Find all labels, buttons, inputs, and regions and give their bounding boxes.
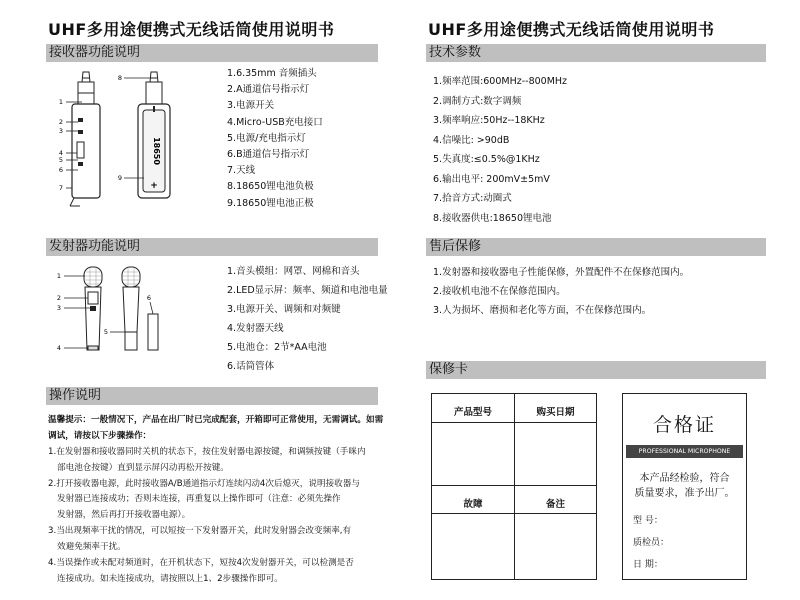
callout-2: 2 [56,294,62,302]
operation-line: 发射器，然后再打开接收器电源）。 [57,510,191,521]
spec-item: 2.调制方式:数字调频 [433,95,522,107]
operation-line: 发射器已连接成功；否则未连接，再重复以上操作即可（注意：必须先操作 [57,494,341,505]
warranty-item: 3.人为损坏、磨损和老化等方面，不在保修范围内。 [433,305,652,316]
callout-5: 5 [58,156,64,164]
spec-item: 1.频率范围:600MHz--800MHz [433,76,568,87]
remarks-label: 备注 [545,499,565,510]
callout-8: 8 [117,74,123,82]
receiver-item: 3.电源开关 [227,100,275,112]
callout-4: 4 [58,149,64,157]
quality-certificate [622,393,747,580]
transmitter-item: 4.发射器天线 [227,323,284,334]
warranty-card-table [431,393,597,580]
warranty-item: 2.接收机电池不在保修范围内。 [433,286,566,297]
callout-2: 2 [58,118,64,126]
receiver-item: 1.6.35mm 音频插头 [227,68,317,79]
operation-instructions [48,413,383,588]
certificate-title: 合格证 [652,414,716,436]
product-model-label: 产品型号 [453,407,492,418]
transmitter-item: 6.话筒管体 [227,361,275,372]
operation-line: 调试，请按以下步骤操作： [48,430,152,441]
operation-section-heading: 操作说明 [46,387,378,405]
spec-item: 4.信噪比: >90dB [433,134,510,146]
receiver-section-heading: 接收器功能说明 [46,44,378,62]
microphone-back-view [122,267,140,350]
operation-line: 部电池仓按键）直到显示屏闪动再松开按键。 [57,462,229,473]
operation-line: 温馨提示：一般情况下，产品在出厂时已完成配套，开箱即可正常使用，无需调试。如需 [48,415,384,425]
spec-item: 6.输出电平: 200mV±5mV [433,173,550,185]
receiver-front-view [70,72,100,206]
receiver-item: 6.B通道信号指示灯 [227,148,310,160]
transmitter-item: 3.电源开关、调频和对频键 [227,304,341,315]
operation-line: 4.当误操作或未配对频道时，在开机状态下，短按4次发射器开关，可以检测是否 [48,558,354,569]
certificate-fields [633,510,669,576]
purchase-date-label: 购买日期 [536,407,575,418]
battery-plus-sign: + [150,181,158,191]
warranty-section-heading: 售后保修 [426,238,766,256]
transmitter-item: 2.LED显示屏：频率、频道和电池电量 [227,285,388,296]
transmitter-diagram [50,262,180,362]
certificate-line: 质量要求，准予出厂。 [634,488,735,499]
transmitter-item: 1.音头模组：网罩、网棉和音头 [227,266,360,277]
certificate-statement [623,471,746,501]
battery-label: 18650 [152,137,161,165]
operation-line: 效避免频率干扰。 [57,542,126,553]
operation-line: 3.当出现频率干扰的情况，可以短按一下发射器开关，此时发射器会改变频率,有 [48,526,352,537]
callout-7: 7 [58,184,64,192]
receiver-item: 5.电源/充电指示灯 [227,132,306,144]
callout-4: 4 [56,344,62,352]
model-field: 型 号： [633,516,663,526]
battery-cover-part [148,314,158,350]
transmitter-item: 5.电池仓：2节*AA电池 [227,342,327,353]
warranty-terms-list [433,263,689,320]
transmitter-section-heading: 发射器功能说明 [46,238,378,256]
receiver-item: 7.天线 [227,165,256,177]
inspector-field: 质检员： [633,538,670,548]
transmitter-feature-list [227,262,388,376]
warranty-item: 1.发射器和接收器电子性能保修，外置配件不在保修范围内。 [433,267,690,278]
operation-line: 连接成功。如未连接成功，请按照以上1、2步骤操作即可。 [57,573,283,584]
operation-line: 1.在发射器和接收器同时关机的状态下，按住发射器电源按键，和调频按键（手咪内 [48,446,366,457]
certificate-band: PROFESSIONAL MICROPHONE [626,445,743,458]
specs-section-heading: 技术参数 [426,44,766,62]
spec-item: 8.接收器供电:18650锂电池 [433,212,552,224]
spec-item: 3.频率响应:50Hz--18KHz [433,115,545,126]
receiver-item: 9.18650锂电池正极 [227,197,314,209]
callout-3: 3 [56,304,62,312]
fault-label: 故障 [463,499,483,510]
callout-3: 3 [58,127,64,135]
callout-6: 6 [58,166,64,174]
left-document-title: UHF多用途便携式无线话筒使用说明书 [48,20,335,39]
warranty-card-heading: 保修卡 [426,361,766,379]
receiver-feature-list [227,66,323,212]
receiver-item: 8.18650锂电池负极 [227,181,314,193]
specs-list [433,72,567,228]
microphone-front-view [84,267,102,350]
operation-line: 2.打开接收器电源，此时接收器A/B通道指示灯连续闪动4次后熄灭，说明接收器与 [48,478,360,489]
receiver-battery-view [138,72,170,198]
callout-9: 9 [117,174,123,182]
callout-1: 1 [56,272,62,280]
spec-item: 5.失真度:≤0.5%@1KHz [433,154,540,165]
receiver-item: 2.A通道信号指示灯 [227,84,310,96]
certificate-line: 本产品经检验，符合 [639,473,730,484]
receiver-diagram [44,66,214,216]
callout-5: 5 [103,328,109,336]
right-document-title: UHF多用途便携式无线话筒使用说明书 [428,20,715,39]
callout-1: 1 [58,98,64,106]
spec-item: 7.拾音方式:动圈式 [433,193,512,204]
date-field: 日 期： [633,560,663,570]
callout-6: 6 [146,294,152,302]
receiver-item: 4.Micro-USB充电接口 [227,116,323,128]
